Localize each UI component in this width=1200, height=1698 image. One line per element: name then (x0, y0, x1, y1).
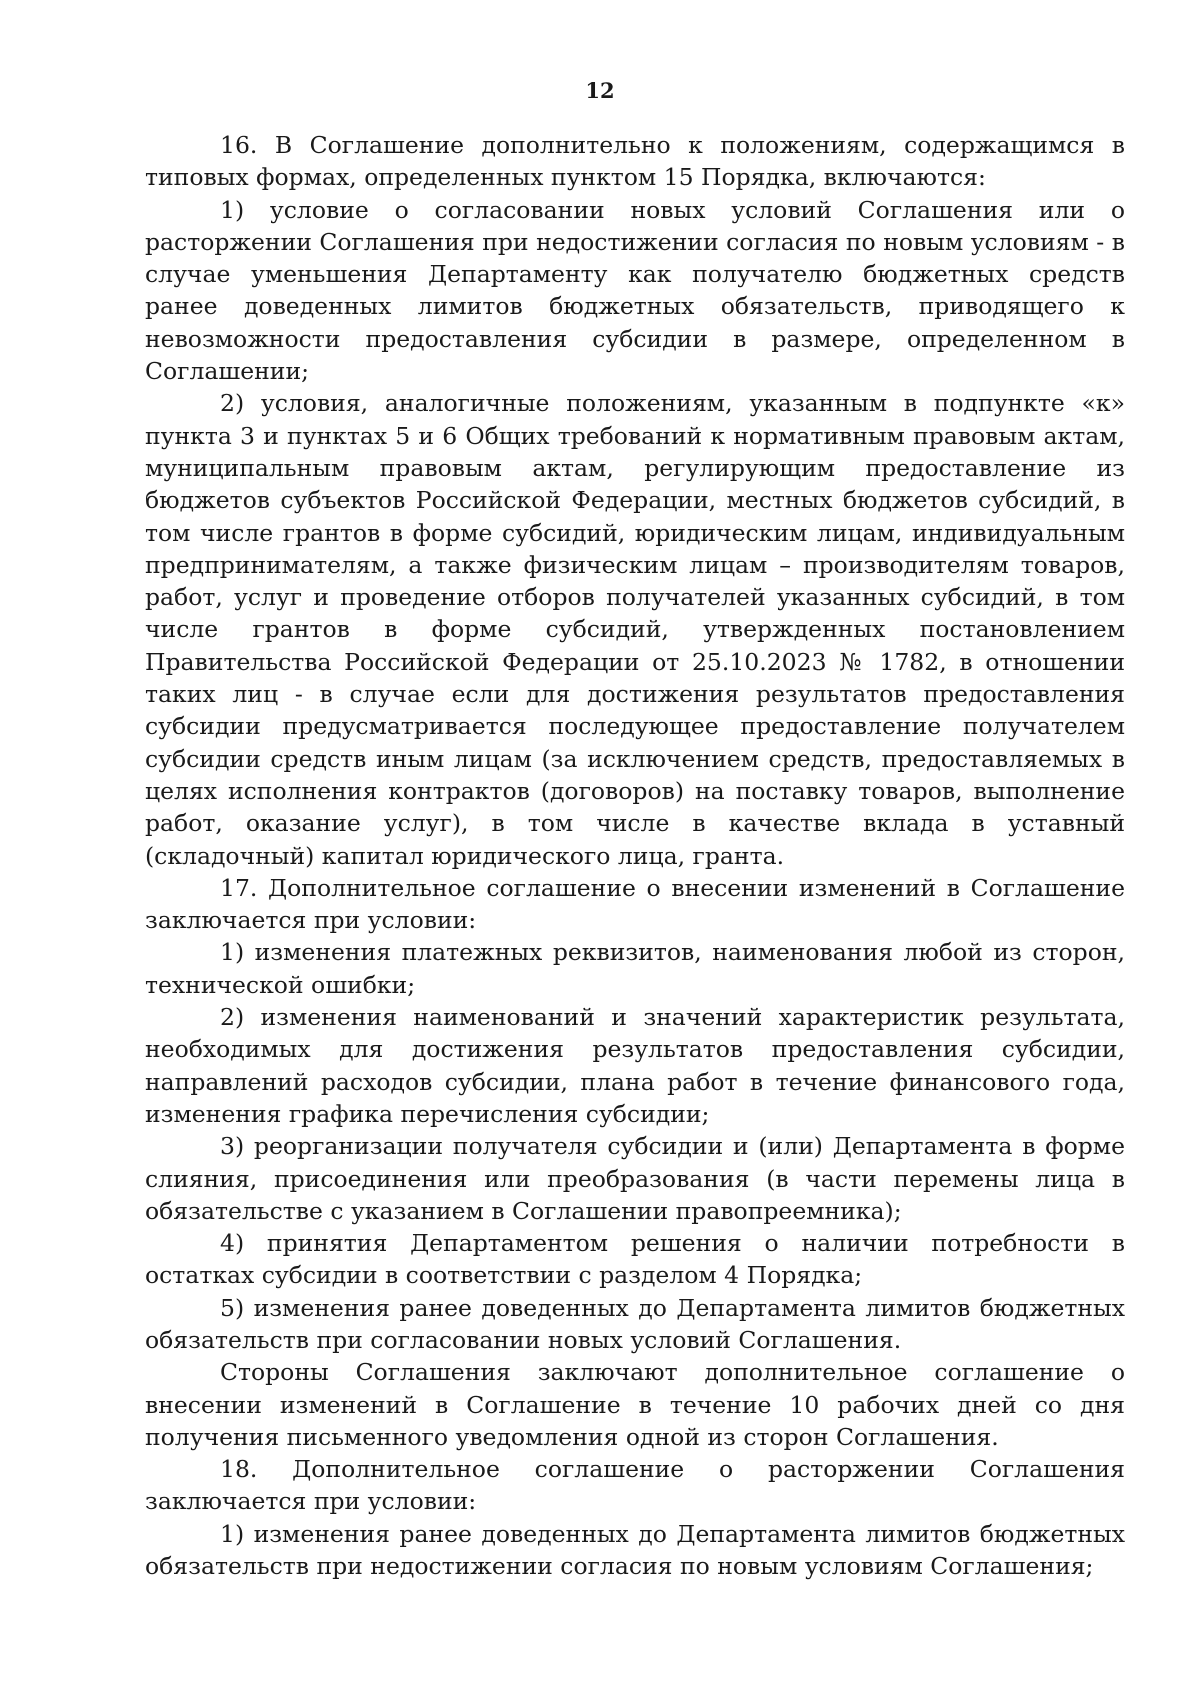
paragraph-16-item-1: 1) условие о согласовании новых условий Соглашения или о расторжении Соглашения при недостижении согласия по новым условиям - в случае уменьшения Департаменту как получателю бюджетных средств ранее доведенных лимитов бюджетных обязательств, приводящего к невозможности предоставления субсидии в размере, определенном в Соглашении; (145, 195, 1125, 386)
paragraph-17: 17. Дополнительное соглашение о внесении изменений в Соглашение заключается при условии: (145, 873, 1125, 935)
paragraph-17-item-5: 5) изменения ранее доведенных до Департамента лимитов бюджетных обязательств при согласовании новых условий Соглашения. (145, 1293, 1125, 1354)
paragraph-18-item-1: 1) изменения ранее доведенных до Департамента лимитов бюджетных обязательств при недостижении согласия по новым условиям Соглашения; (145, 1519, 1125, 1581)
document-body (145, 129, 1125, 1582)
paragraph-17-item-4: 4) принятия Департаментом решения о наличии потребности в остатках субсидии в соответствии с разделом 4 Порядка; (145, 1229, 1125, 1290)
paragraph-17-note: Стороны Соглашения заключают дополнительное соглашение о внесении изменений в Соглашение в течение 10 рабочих дней со дня получения письменного уведомления одной из сторон Соглашения. (145, 1358, 1125, 1451)
paragraph-17-item-3: 3) реорганизации получателя субсидии и (или) Департамента в форме слияния, присоединения или преобразования (в части перемены лица в обязательстве с указанием в Соглашении правопреемника); (145, 1132, 1125, 1225)
paragraph-17-item-1: 1) изменения платежных реквизитов, наименования любой из сторон, технической ошибки; (145, 938, 1125, 999)
paragraph-17-item-2: 2) изменения наименований и значений характеристик результата, необходимых для достижения результатов предоставления субсидии, направлений расходов субсидии, плана работ в течение финансового года, изменения графика перечисления субсидии; (145, 1003, 1125, 1128)
page-number: 12 (585, 78, 615, 103)
paragraph-16: 16. В Соглашение дополнительно к положениям, содержащимся в типовых формах, определенных пунктом 15 Порядка, включаются: (145, 131, 1125, 192)
paragraph-16-item-2: 2) условия, аналогичные положениям, указанным в подпункте «к» пункта 3 и пунктах 5 и 6 Общих требований к нормативным правовым актам, муниципальным правовым актам, регулирующим предоставление из бюджетов субъектов Российской Федерации, местных бюджетов субсидий, в том числе грантов в форме субсидий, юридическим лицам, индивидуальным предпринимателям, а также физическим лицам – производителям товаров, работ, услуг и проведение отборов получателей указанных субсидий, в том числе грантов в форме субсидий, утвержденных постановлением Правительства Российской Федерации от 25.10.2023 № 1782, в отношении таких лиц - в случае если для достижения результатов предоставления субсидии предусматривается последующее предоставление получателем субсидии средств иным лицам (за исключением средств, предоставляемых в целях исполнения контрактов (договоров) на поставку товаров, выполнение работ, оказание услуг), в том числе в качестве вклада в уставный (складочный) капитал юридического лица, гранта. (145, 389, 1125, 870)
paragraph-18: 18. Дополнительное соглашение о расторжении Соглашения заключается при условии: (145, 1455, 1125, 1516)
